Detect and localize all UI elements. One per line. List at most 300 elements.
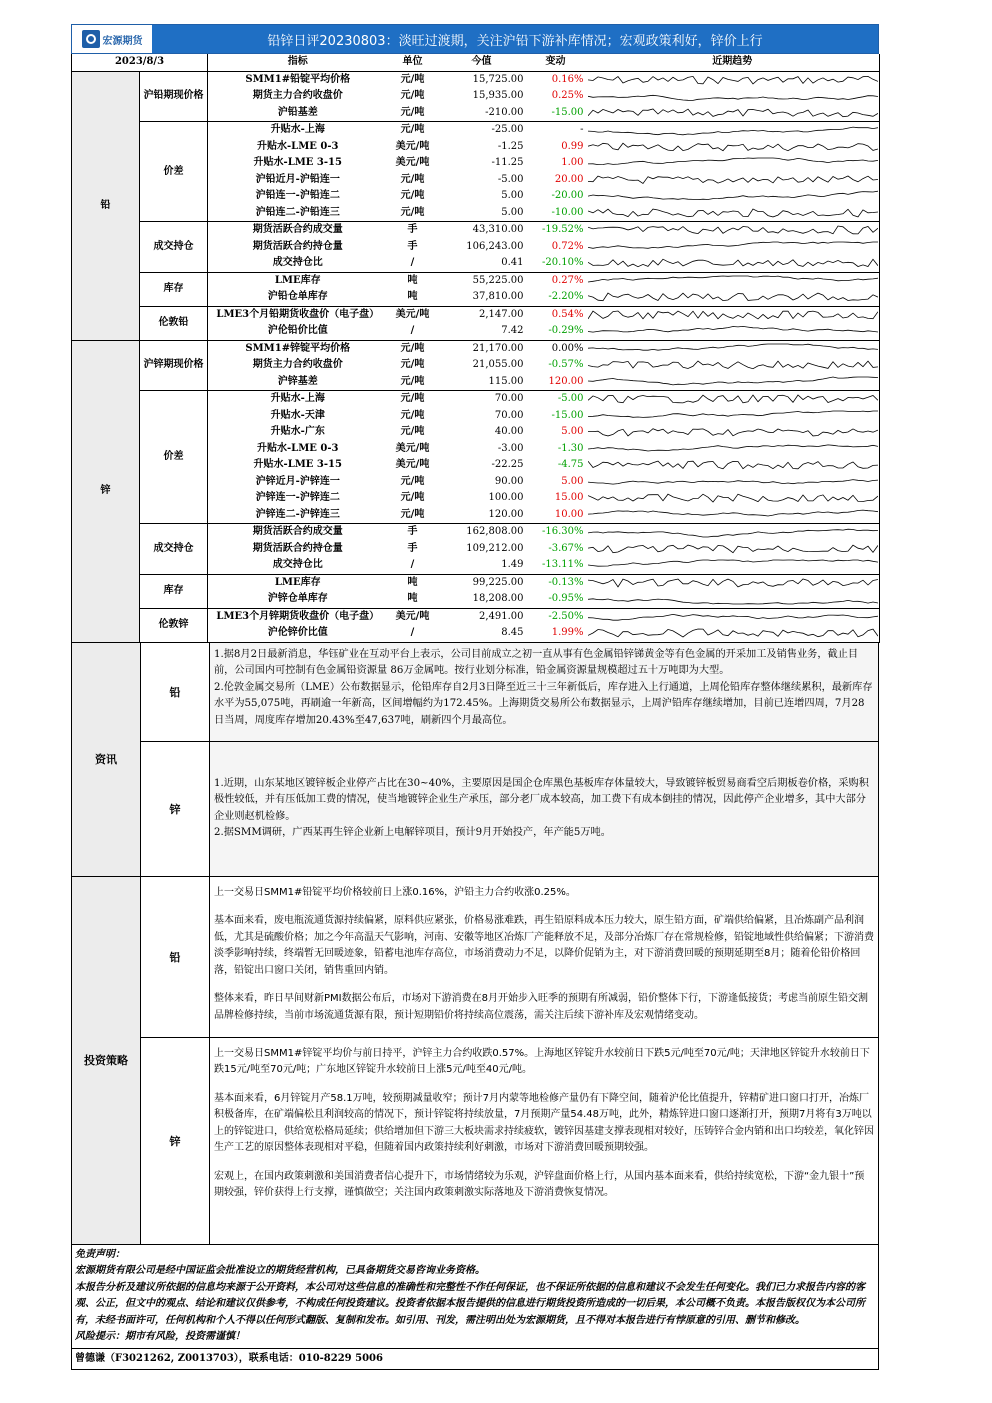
indicator-value: 109,212.00 — [466, 542, 524, 554]
trend-cell — [586, 625, 880, 642]
trend-line — [588, 599, 878, 604]
indicator-name: 升贴水-上海 — [270, 124, 325, 136]
indicator-change: -20.00 — [551, 190, 584, 202]
table-row — [72, 574, 880, 591]
indicator-change: 0.25% — [551, 90, 584, 102]
group-label: 价差 — [140, 391, 208, 524]
indicator-value: -5.00 — [497, 173, 524, 185]
trend-cell — [586, 557, 880, 574]
trend-sparkline — [588, 324, 878, 338]
indicator-change: -10.00 — [526, 205, 586, 222]
trend-sparkline — [588, 123, 878, 137]
table-row — [72, 122, 880, 139]
category-label: 铅 — [72, 71, 140, 340]
indicator-name: 升贴水-天津 — [270, 409, 325, 421]
indicator-name: 沪伦锌价比值 — [208, 625, 388, 642]
trend-cell — [586, 408, 880, 425]
news-item: 1.近期，山东某地区镀锌板企业停产占比在30~40%，主要原因是国企仓库黑色基板库存体量较大，导致镀锌板贸易商看空后期板卷价格，采购积极性较低，并有压低加工费的情况，使当地镀锌企业生产承压，部分老厂成本较高，加工费下有成本倒挂的情况，因此停产企业增多，其中大部分企业则赵机检修。 — [214, 777, 869, 822]
indicator-change: 0.72% — [551, 240, 584, 252]
indicator-change: 120.00 — [526, 374, 586, 391]
trend-line — [588, 327, 878, 333]
indicator-unit: 手 — [407, 542, 418, 554]
news-label: 资讯 — [72, 643, 141, 876]
indicator-name: 升贴水-LME 3-15 — [253, 157, 342, 169]
trend-line — [588, 479, 878, 484]
indicator-unit: 美元/吨 — [395, 442, 430, 454]
indicator-value: -11.25 — [491, 157, 524, 169]
table-row — [72, 391, 880, 408]
indicator-change: -0.95% — [526, 591, 586, 608]
indicator-name: 升贴水-广东 — [270, 426, 325, 438]
indicator-change: 15.00 — [554, 492, 584, 504]
trend-cell — [586, 205, 880, 222]
strategy-paragraph: 上一交易日SMM1#锌锭平均价与前日持平，沪锌主力合约收跌0.57%。上海地区锌锭升水较前日下跌5元/吨至70元/吨；天津地区锌锭升水较前日下跌15元/吨至70元/吨；广东地区锌锭升水较前日上涨5元/吨至40元/吨。 — [214, 1047, 870, 1075]
indicator-change: 1.00 — [561, 157, 584, 169]
indicator-change: -16.30% — [541, 526, 584, 538]
indicator-value: -1.25 — [497, 140, 524, 152]
indicator-change: 10.00 — [526, 507, 586, 524]
indicator-name: 沪锌仓单库存 — [208, 591, 388, 608]
trend-sparkline — [588, 256, 878, 270]
company-logo — [72, 25, 152, 53]
trend-sparkline — [588, 610, 878, 624]
trend-cell — [586, 541, 880, 558]
strategy-paragraph: 上一交易日SMM1#铅锭平均价格较前日上涨0.16%，沪铅主力合约收涨0.25%。 — [214, 886, 576, 898]
group-label: 沪锌期现价格 — [140, 340, 208, 391]
indicator-value: 100.00 — [488, 492, 524, 504]
trend-cell — [586, 323, 880, 340]
trend-cell — [586, 474, 880, 491]
trend-sparkline — [588, 358, 878, 372]
strategy-label: 投资策略 — [72, 877, 141, 1244]
trend-line — [588, 614, 878, 620]
indicator-value: 0.41 — [438, 255, 526, 272]
trend-line — [588, 395, 878, 403]
disclaimer-body: 本报告分析及建议所依据的信息均来源于公开资料，本公司对这些信息的准确性和完整性不作任何保证，也不保证所依据的信息和建议不会发生任何变化。我们已力求报告内容的客观、公正，但文中的观点、结论和建议仅供参考，不构成任何投资建议。投资者依据本报告提供的信息进行期货投资所造成的一切后果，本公司概不负责。本报告版权仅为本公司所有，未经书面许可，任何机构和个人不得以任何形式翻版、复制和发布。如引用、刊发，需注明出处为宏源期货，且不得对本报告进行有悖原意的引用、删节和修改。 — [75, 1281, 865, 1326]
indicator-unit: 手 — [407, 224, 418, 236]
trend-line — [588, 209, 878, 217]
trend-line — [588, 176, 878, 184]
indicator-value: -22.25 — [491, 459, 524, 471]
indicator-change: -2.20% — [526, 289, 586, 306]
indicator-name: LME3个月锌期货收盘价（电子盘） — [216, 610, 380, 622]
trend-sparkline — [588, 592, 878, 606]
news-section — [71, 643, 879, 877]
trend-sparkline — [588, 558, 878, 572]
indicator-change: 0.27% — [551, 274, 584, 286]
trend-sparkline — [588, 409, 878, 423]
indicator-name: 沪伦铅价比值 — [208, 323, 388, 340]
indicator-name: 沪铅基差 — [208, 105, 388, 122]
group-label: 伦敦锌 — [140, 608, 208, 642]
trend-cell — [586, 289, 880, 306]
trend-line — [588, 143, 878, 151]
trend-line — [588, 109, 878, 117]
indicator-unit: / — [388, 557, 438, 574]
news-zinc-text — [210, 742, 878, 876]
header-change: 变动 — [526, 54, 586, 71]
news-zinc-label: 锌 — [141, 742, 210, 876]
trend-line — [588, 96, 878, 101]
trend-cell — [586, 272, 880, 289]
indicator-name: 升贴水-LME 0-3 — [257, 140, 339, 152]
indicator-unit: 元/吨 — [388, 374, 438, 391]
trend-line — [588, 361, 878, 369]
indicator-change: 5.00 — [561, 475, 584, 487]
indicator-change: 0.00% — [551, 342, 584, 354]
indicator-value: 7.42 — [438, 323, 526, 340]
trend-sparkline — [588, 308, 878, 322]
table-row — [72, 306, 880, 323]
group-label: 价差 — [140, 122, 208, 222]
trend-cell — [586, 105, 880, 122]
disclaimer-title: 免责声明： — [75, 1248, 125, 1260]
indicator-change: 0.16% — [551, 73, 584, 85]
trend-sparkline — [588, 206, 878, 220]
indicator-value: -210.00 — [438, 105, 526, 122]
indicator-unit: 吨 — [388, 289, 438, 306]
trend-cell — [586, 441, 880, 458]
trend-sparkline — [588, 173, 878, 187]
trend-sparkline — [588, 508, 878, 522]
news-item: 2.据SMM调研，广西某再生锌企业新上电解锌项目，预计9月开始投产，年产能5万吨。 — [214, 827, 611, 838]
trend-cell — [586, 457, 880, 474]
logo-text: 宏源期货 — [102, 35, 143, 47]
indicator-unit: 手 — [407, 240, 418, 252]
indicator-name: 期货活跃合约持仓量 — [252, 240, 343, 252]
strategy-section — [71, 877, 879, 1245]
news-lead-label: 铅 — [141, 643, 210, 741]
indicator-name: 沪锌连二-沪锌连三 — [208, 507, 388, 524]
indicator-unit: 元/吨 — [400, 342, 425, 354]
trend-cell — [586, 357, 880, 374]
trend-line — [588, 529, 878, 537]
indicator-name: 沪铅仓单库存 — [208, 289, 388, 306]
trend-cell — [586, 340, 880, 357]
trend-sparkline — [588, 140, 878, 154]
indicator-value: 162,808.00 — [466, 526, 524, 538]
trend-sparkline — [588, 491, 878, 505]
header-unit: 单位 — [388, 54, 438, 71]
indicator-unit: 元/吨 — [400, 173, 425, 185]
indicator-value: 90.00 — [494, 475, 524, 487]
trend-line — [588, 127, 878, 135]
indicator-unit: 元/吨 — [400, 426, 425, 438]
indicator-unit: / — [388, 323, 438, 340]
trend-sparkline — [588, 525, 878, 539]
trend-line — [588, 445, 878, 451]
category-label: 锌 — [72, 340, 140, 642]
indicator-unit: 手 — [407, 526, 418, 538]
trend-sparkline — [588, 240, 878, 254]
indicator-name: 沪锌基差 — [208, 374, 388, 391]
logo-icon — [82, 30, 100, 48]
indicator-name: SMM1#锌锭平均价格 — [245, 342, 351, 354]
report-date: 2023/8/3 — [72, 54, 208, 71]
indicator-value: 2,147.00 — [478, 308, 524, 320]
indicator-name: 期货活跃合约成交量 — [252, 224, 343, 236]
trend-line — [588, 191, 878, 199]
trend-cell — [586, 391, 880, 408]
trend-sparkline — [588, 576, 878, 590]
news-item: 2.伦敦金属交易所（LME）公布数据显示，伦铅库存自2月3日降至近三十三年新低后，库存进入上行通道，上周伦铅库存整体继续累积，最新库存水平为55,075吨，再刷逾一年新高，区间增幅约为172.45%。上海期货交易所公布数据显示，上周沪铅库存继续增加，目前已连增四周，7月28日当周，周度库存增加20.43%至47,637吨，刷新四个月最高位。 — [214, 681, 873, 726]
indicator-name: LME库存 — [274, 576, 321, 588]
news-item: 1.据8月2日最新消息，华钰矿业在互动平台上表示，公司目前成立之初一直从事有色金属铅锌锑黄金等有色金属的开采加工及销售业务，截止目前，公司国内可控制有色金属铅资源量 86万金属吨。按行业划分标准，铅金属资源量规模超过五十万吨即为大型。 — [214, 648, 859, 676]
indicator-unit: 吨 — [388, 591, 438, 608]
indicator-value: 21,170.00 — [472, 342, 524, 354]
indicator-name: 沪锌连一-沪锌连二 — [255, 492, 340, 504]
group-label: 库存 — [140, 574, 208, 608]
indicator-value: 70.00 — [494, 393, 524, 405]
indicator-value: 115.00 — [438, 374, 526, 391]
indicator-value: 21,055.00 — [472, 359, 524, 371]
indicator-value: 2,491.00 — [478, 610, 524, 622]
indicator-change: -20.10% — [526, 255, 586, 272]
indicator-name: 沪锌近月-沪锌连一 — [255, 475, 340, 487]
indicator-change: 5.00 — [561, 426, 584, 438]
indicator-value: 70.00 — [494, 409, 524, 421]
indicator-change: -5.00 — [557, 393, 584, 405]
trend-cell — [586, 255, 880, 272]
indicator-unit: 吨 — [407, 274, 418, 286]
trend-line — [588, 242, 878, 248]
trend-line — [588, 461, 878, 469]
indicator-name: 成交持仓比 — [208, 255, 388, 272]
table-row — [72, 222, 880, 239]
indicator-unit: 元/吨 — [400, 359, 425, 371]
indicator-unit: 元/吨 — [400, 393, 425, 405]
indicator-change: -0.29% — [526, 323, 586, 340]
strategy-lead-text — [210, 877, 878, 1037]
strategy-lead-label: 铅 — [141, 877, 210, 1037]
indicator-unit: 元/吨 — [388, 105, 438, 122]
trend-sparkline — [588, 475, 878, 489]
trend-sparkline — [588, 89, 878, 103]
header-indicator: 指标 — [208, 54, 388, 71]
strategy-zinc-text — [210, 1038, 878, 1244]
trend-line — [588, 494, 878, 502]
indicator-name: 期货主力合约收盘价 — [252, 359, 343, 371]
indicator-name: 升贴水-LME 0-3 — [257, 442, 339, 454]
indicator-value: -3.00 — [497, 442, 524, 454]
trend-sparkline — [588, 375, 878, 389]
report-header — [71, 24, 879, 54]
trend-sparkline — [588, 106, 878, 120]
trend-cell — [586, 374, 880, 391]
indicator-change: -13.11% — [526, 557, 586, 574]
indicator-change: -1.30 — [557, 442, 584, 454]
indicator-value: 99,225.00 — [472, 576, 524, 588]
indicator-unit: 元/吨 — [400, 90, 425, 102]
indicator-name: 沪铅连一-沪铅连二 — [255, 190, 340, 202]
strategy-zinc-label: 锌 — [141, 1038, 210, 1244]
indicator-table — [71, 54, 880, 643]
indicator-name: 沪铅连二-沪铅连三 — [208, 205, 388, 222]
indicator-unit: 元/吨 — [400, 409, 425, 421]
trend-cell — [586, 239, 880, 256]
trend-line — [588, 158, 878, 165]
indicator-value: 106,243.00 — [466, 240, 524, 252]
indicator-change: 20.00 — [554, 173, 584, 185]
indicator-unit: 元/吨 — [400, 475, 425, 487]
indicator-change: - — [580, 124, 584, 136]
indicator-name: 期货活跃合约持仓量 — [252, 542, 343, 554]
group-label: 成交持仓 — [140, 524, 208, 575]
indicator-value: 8.45 — [438, 625, 526, 642]
trend-line — [588, 510, 878, 516]
strategy-paragraph: 基本面来看，废电瓶流通货源持续偏紧，原料供应紧张，价格易涨难跌，再生铅原料成本压力较大，原生铅方面，矿端供给偏紧，且冶炼副产品利润低，尤其是硫酸价格；加之今年高温天气影响，河南、安徽等地区冶炼厂产能释放不足，及部分冶炼厂存在常规检修，铅锭地域性供给偏紧；下游消费淡季影响持续，终端暂无回暖迹象，铅蓄电池库存高位，市场消费动力不足，以降价促销为主，对下游消费回暖的预期延期至8月；随着伦铅价格回落，铅锭出口窗口关闭，销售重回内销。 — [214, 915, 874, 976]
trend-cell — [586, 524, 880, 541]
header-trend: 近期趋势 — [586, 54, 880, 71]
disclaimer-license: 宏源期货有限公司是经中国证监会批准设立的期货经营机构，已具备期货交易咨询业务资格。 — [75, 1265, 485, 1276]
trend-sparkline — [588, 458, 878, 472]
table-row — [72, 524, 880, 541]
indicator-unit: 元/吨 — [400, 124, 425, 136]
trend-line — [588, 429, 878, 436]
indicator-change: 1.99% — [526, 625, 586, 642]
trend-sparkline — [588, 425, 878, 439]
table-row — [72, 340, 880, 357]
indicator-unit: 吨 — [407, 576, 418, 588]
group-label: 伦敦铅 — [140, 306, 208, 340]
indicator-value: 120.00 — [438, 507, 526, 524]
trend-sparkline — [588, 189, 878, 203]
trend-line — [588, 259, 878, 267]
indicator-unit: 元/吨 — [388, 205, 438, 222]
strategy-paragraph: 整体来看，昨日早间财新PMI数据公布后，市场对下游消费在8月开始步入旺季的预期有所减弱，铅价整体下行，下游逢低接货；考虑当前原生铅交割品牌检修持续，当前市场流通货源有限，预计短期铅价将持续高位震荡，需关注后续下游补库及宏观情绪变动。 — [214, 993, 868, 1021]
trend-cell — [586, 306, 880, 323]
trend-sparkline — [588, 392, 878, 406]
trend-line — [588, 411, 878, 417]
news-lead-text — [210, 643, 878, 741]
trend-sparkline — [588, 290, 878, 304]
trend-sparkline — [588, 442, 878, 456]
table-row — [72, 71, 880, 88]
indicator-value: 55,225.00 — [472, 274, 524, 286]
indicator-name: 期货活跃合约成交量 — [252, 526, 343, 538]
indicator-unit: 元/吨 — [400, 73, 425, 85]
indicator-value: 18,208.00 — [438, 591, 526, 608]
report-title: 铅锌日评20230803：淡旺过渡期，关注沪铅下游补库情况；宏观政策利好，锌价上行 — [152, 25, 878, 53]
trend-line — [588, 276, 878, 282]
indicator-unit: 元/吨 — [400, 190, 425, 202]
trend-line — [588, 560, 878, 566]
strategy-paragraph: 基本面来看，6月锌锭月产58.1万吨，较预期减量收窄；预计7月内蒙等地检修产量仍有下降空间，随着沪伦比值提升，锌精矿进口窗口打开，冶炼厂积极备库，在矿端偏松且利润较高的情况下，预计锌锭将持续放量，7月预期产量54.48万吨，此外，精炼锌进口窗口逐渐打开，预期7月将有3万吨以上的锌锭进口，供给宽松格局延续；供给增加但下游三大板块需求持续疲软，镀锌因基建支撑表现相对较好，压铸锌合金内销和出口均较差，氧化锌因生产工艺的原因整体表现相对平稳，但随着国内政策持续利好刺激，市场对下游消费回暖预期较强。 — [214, 1092, 874, 1153]
indicator-unit: / — [388, 255, 438, 272]
trend-cell — [586, 574, 880, 591]
indicator-value: 15,725.00 — [472, 73, 524, 85]
trend-sparkline — [588, 156, 878, 170]
trend-cell — [586, 507, 880, 524]
trend-sparkline — [588, 223, 878, 237]
trend-cell — [586, 172, 880, 189]
trend-sparkline — [588, 542, 878, 556]
table-row — [72, 272, 880, 289]
indicator-change: -0.13% — [548, 576, 584, 588]
indicator-unit: 美元/吨 — [395, 140, 430, 152]
trend-cell — [586, 608, 880, 625]
indicator-change: -19.52% — [541, 224, 584, 236]
indicator-unit: 美元/吨 — [395, 308, 430, 320]
trend-cell — [586, 424, 880, 441]
indicator-unit: 美元/吨 — [395, 610, 430, 622]
trend-line — [588, 579, 878, 587]
indicator-change: 0.54% — [551, 308, 584, 320]
trend-sparkline — [588, 342, 878, 356]
trend-cell — [586, 188, 880, 205]
strategy-paragraph: 宏观上，在国内政策刺激和美国消费者信心提升下，市场情绪较为乐观，沪锌盘面价格上行，从国内基本面来看，供给持续宽松，下游“金九银十”预期较强，锌价获得上行支撑，谨慎做空；关注国内政策刺激实际落地及下游消费恢复情况。 — [214, 1170, 865, 1198]
trend-cell — [586, 222, 880, 239]
header-value: 今值 — [438, 54, 526, 71]
analyst-contact: 曾德谦（F3021262, Z0013703），联系电话：010-8229 5006 — [71, 1349, 879, 1370]
indicator-change: -2.50% — [548, 610, 584, 622]
report-page — [71, 24, 879, 1370]
disclaimer — [71, 1245, 879, 1349]
trend-line — [588, 311, 878, 319]
indicator-name: LME3个月铅期货收盘价（电子盘） — [216, 308, 380, 320]
trend-cell — [586, 139, 880, 156]
indicator-name: 升贴水-LME 3-15 — [253, 459, 342, 471]
indicator-name: 沪铅近月-沪铅连一 — [255, 173, 340, 185]
trend-cell — [586, 122, 880, 139]
disclaimer-risk: 风险提示：期市有风险，投资需谨慎！ — [75, 1331, 245, 1342]
group-label: 沪铅期现价格 — [140, 71, 208, 122]
indicator-unit: / — [388, 625, 438, 642]
trend-cell — [586, 88, 880, 105]
trend-sparkline — [588, 274, 878, 288]
indicator-change: -4.75 — [557, 459, 584, 471]
trend-line — [588, 76, 878, 84]
indicator-value: 15,935.00 — [472, 90, 524, 102]
trend-cell — [586, 490, 880, 507]
group-label: 成交持仓 — [140, 222, 208, 273]
trend-sparkline — [588, 73, 878, 87]
trend-line — [588, 344, 878, 350]
indicator-value: -25.00 — [491, 124, 524, 136]
indicator-name: 升贴水-上海 — [270, 393, 325, 405]
indicator-value: 37,810.00 — [438, 289, 526, 306]
trend-line — [588, 545, 878, 553]
indicator-change: -15.00 — [551, 409, 584, 421]
indicator-change: -3.67% — [548, 542, 584, 554]
trend-line — [588, 629, 878, 637]
trend-cell — [586, 155, 880, 172]
indicator-unit: 元/吨 — [400, 492, 425, 504]
trend-cell — [586, 71, 880, 88]
indicator-value: 5.00 — [438, 205, 526, 222]
trend-line — [588, 226, 878, 234]
indicator-change: -15.00 — [526, 105, 586, 122]
trend-cell — [586, 591, 880, 608]
indicator-name: 成交持仓比 — [208, 557, 388, 574]
indicator-value: 1.49 — [438, 557, 526, 574]
indicator-change: -0.57% — [548, 359, 584, 371]
indicator-change: 0.99 — [561, 140, 584, 152]
indicator-value: 43,310.00 — [472, 224, 524, 236]
indicator-name: SMM1#铅锭平均价格 — [245, 73, 351, 85]
trend-sparkline — [588, 626, 878, 640]
indicator-unit: 美元/吨 — [395, 157, 430, 169]
table-row — [72, 608, 880, 625]
indicator-value: 5.00 — [501, 190, 524, 202]
indicator-unit: 元/吨 — [388, 507, 438, 524]
indicator-value: 40.00 — [494, 426, 524, 438]
indicator-unit: 美元/吨 — [395, 459, 430, 471]
table-header-row — [72, 54, 880, 71]
indicator-name: LME库存 — [274, 274, 321, 286]
trend-line — [588, 377, 878, 385]
group-label: 库存 — [140, 272, 208, 306]
